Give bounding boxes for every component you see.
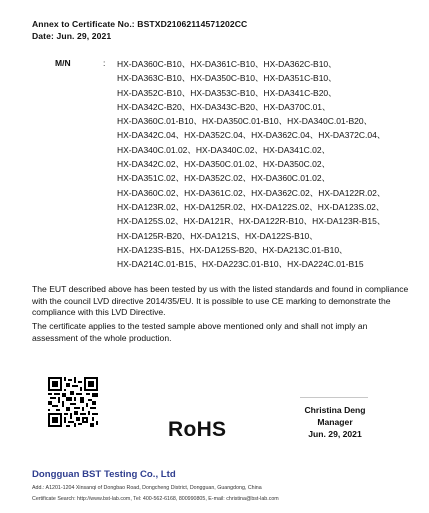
model-line: HX-DA363C-B10、HX-DA350C-B10、HX-DA351C-B10、: [117, 73, 337, 84]
signatory-name: Christina Deng: [304, 405, 366, 415]
qr-code-icon: [48, 377, 98, 427]
model-line: HX-DA342C.02、HX-DA350C.01.02、HX-DA350C.02、: [117, 159, 331, 170]
annex-certificate-number: Annex to Certificate No.: BSTXD21062114571202CC: [32, 19, 248, 29]
model-number-label: M/N: [55, 58, 71, 68]
company-name: Dongguan BST Testing Co., Ltd: [32, 469, 176, 480]
model-number-colon: :: [103, 58, 106, 68]
model-line: HX-DA123R.02、HX-DA125R.02、HX-DA122S.02、HX-DA123S.02、: [117, 201, 385, 212]
company-contact: Certificate Search: http://www.bst-lab.com, Tel: 400-562-6168, 800990805, E-mail: christina@bst-lab.com: [32, 496, 279, 502]
model-line: HX-DA352C-B10、HX-DA353C-B10、HX-DA341C-B20、: [117, 87, 337, 98]
signature-date: Jun. 29, 2021: [308, 429, 362, 439]
model-line: HX-DA360C.02、HX-DA361C.02、HX-DA362C.02、HX-DA122R.02、: [117, 187, 386, 198]
compliance-statement: The EUT described above has been tested by us with the listed standards and found in compliance with the council LVD directive 2014/35/EU. It is possible to use CE marking to demonstrate the compliance with this LVD Directive.: [32, 284, 409, 317]
annex-date: Date: Jun. 29, 2021: [32, 31, 112, 41]
model-line: HX-DA340C.01.02、HX-DA340C.02、HX-DA341C.02、: [117, 144, 331, 155]
model-line: HX-DA342C-B20、HX-DA343C-B20、HX-DA370C.01、: [117, 101, 331, 112]
model-line: HX-DA125R-B20、HX-DA121S、HX-DA122S-B10、: [117, 230, 318, 241]
model-line: HX-DA360C-B10、HX-DA361C-B10、HX-DA362C-B10、: [117, 59, 337, 69]
model-line: HX-DA351C.02、HX-DA352C.02、HX-DA360C.01.02、: [117, 173, 331, 184]
company-address: Add.: A1201-1204 Xinsanqi of Dongbao Road, Dongcheng District, Dongguan, Guangdong, China: [32, 485, 262, 491]
model-line: HX-DA214C.01-B15、HX-DA223C.01-B10、HX-DA224C.01-B15: [117, 259, 364, 270]
model-number-list: [117, 57, 417, 271]
model-line: HX-DA360C.01-B10、HX-DA350C.01-B10、HX-DA340C.01-B20、: [117, 116, 373, 127]
scope-statement: The certificate applies to the tested sample above mentioned only and shall not imply an assessment of the whole production.: [32, 321, 368, 343]
signatory-title: Manager: [317, 417, 353, 427]
model-line: HX-DA125S.02、HX-DA121R、HX-DA122R-B10、HX-DA123R-B15、: [117, 216, 386, 227]
model-line: HX-DA342C.04、HX-DA352C.04、HX-DA362C.04、HX-DA372C.04、: [117, 130, 386, 141]
model-line: HX-DA123S-B15、HX-DA125S-B20、HX-DA213C.01-B10、: [117, 244, 348, 255]
signature-line: [300, 397, 368, 398]
rohs-mark: RoHS: [168, 418, 227, 441]
